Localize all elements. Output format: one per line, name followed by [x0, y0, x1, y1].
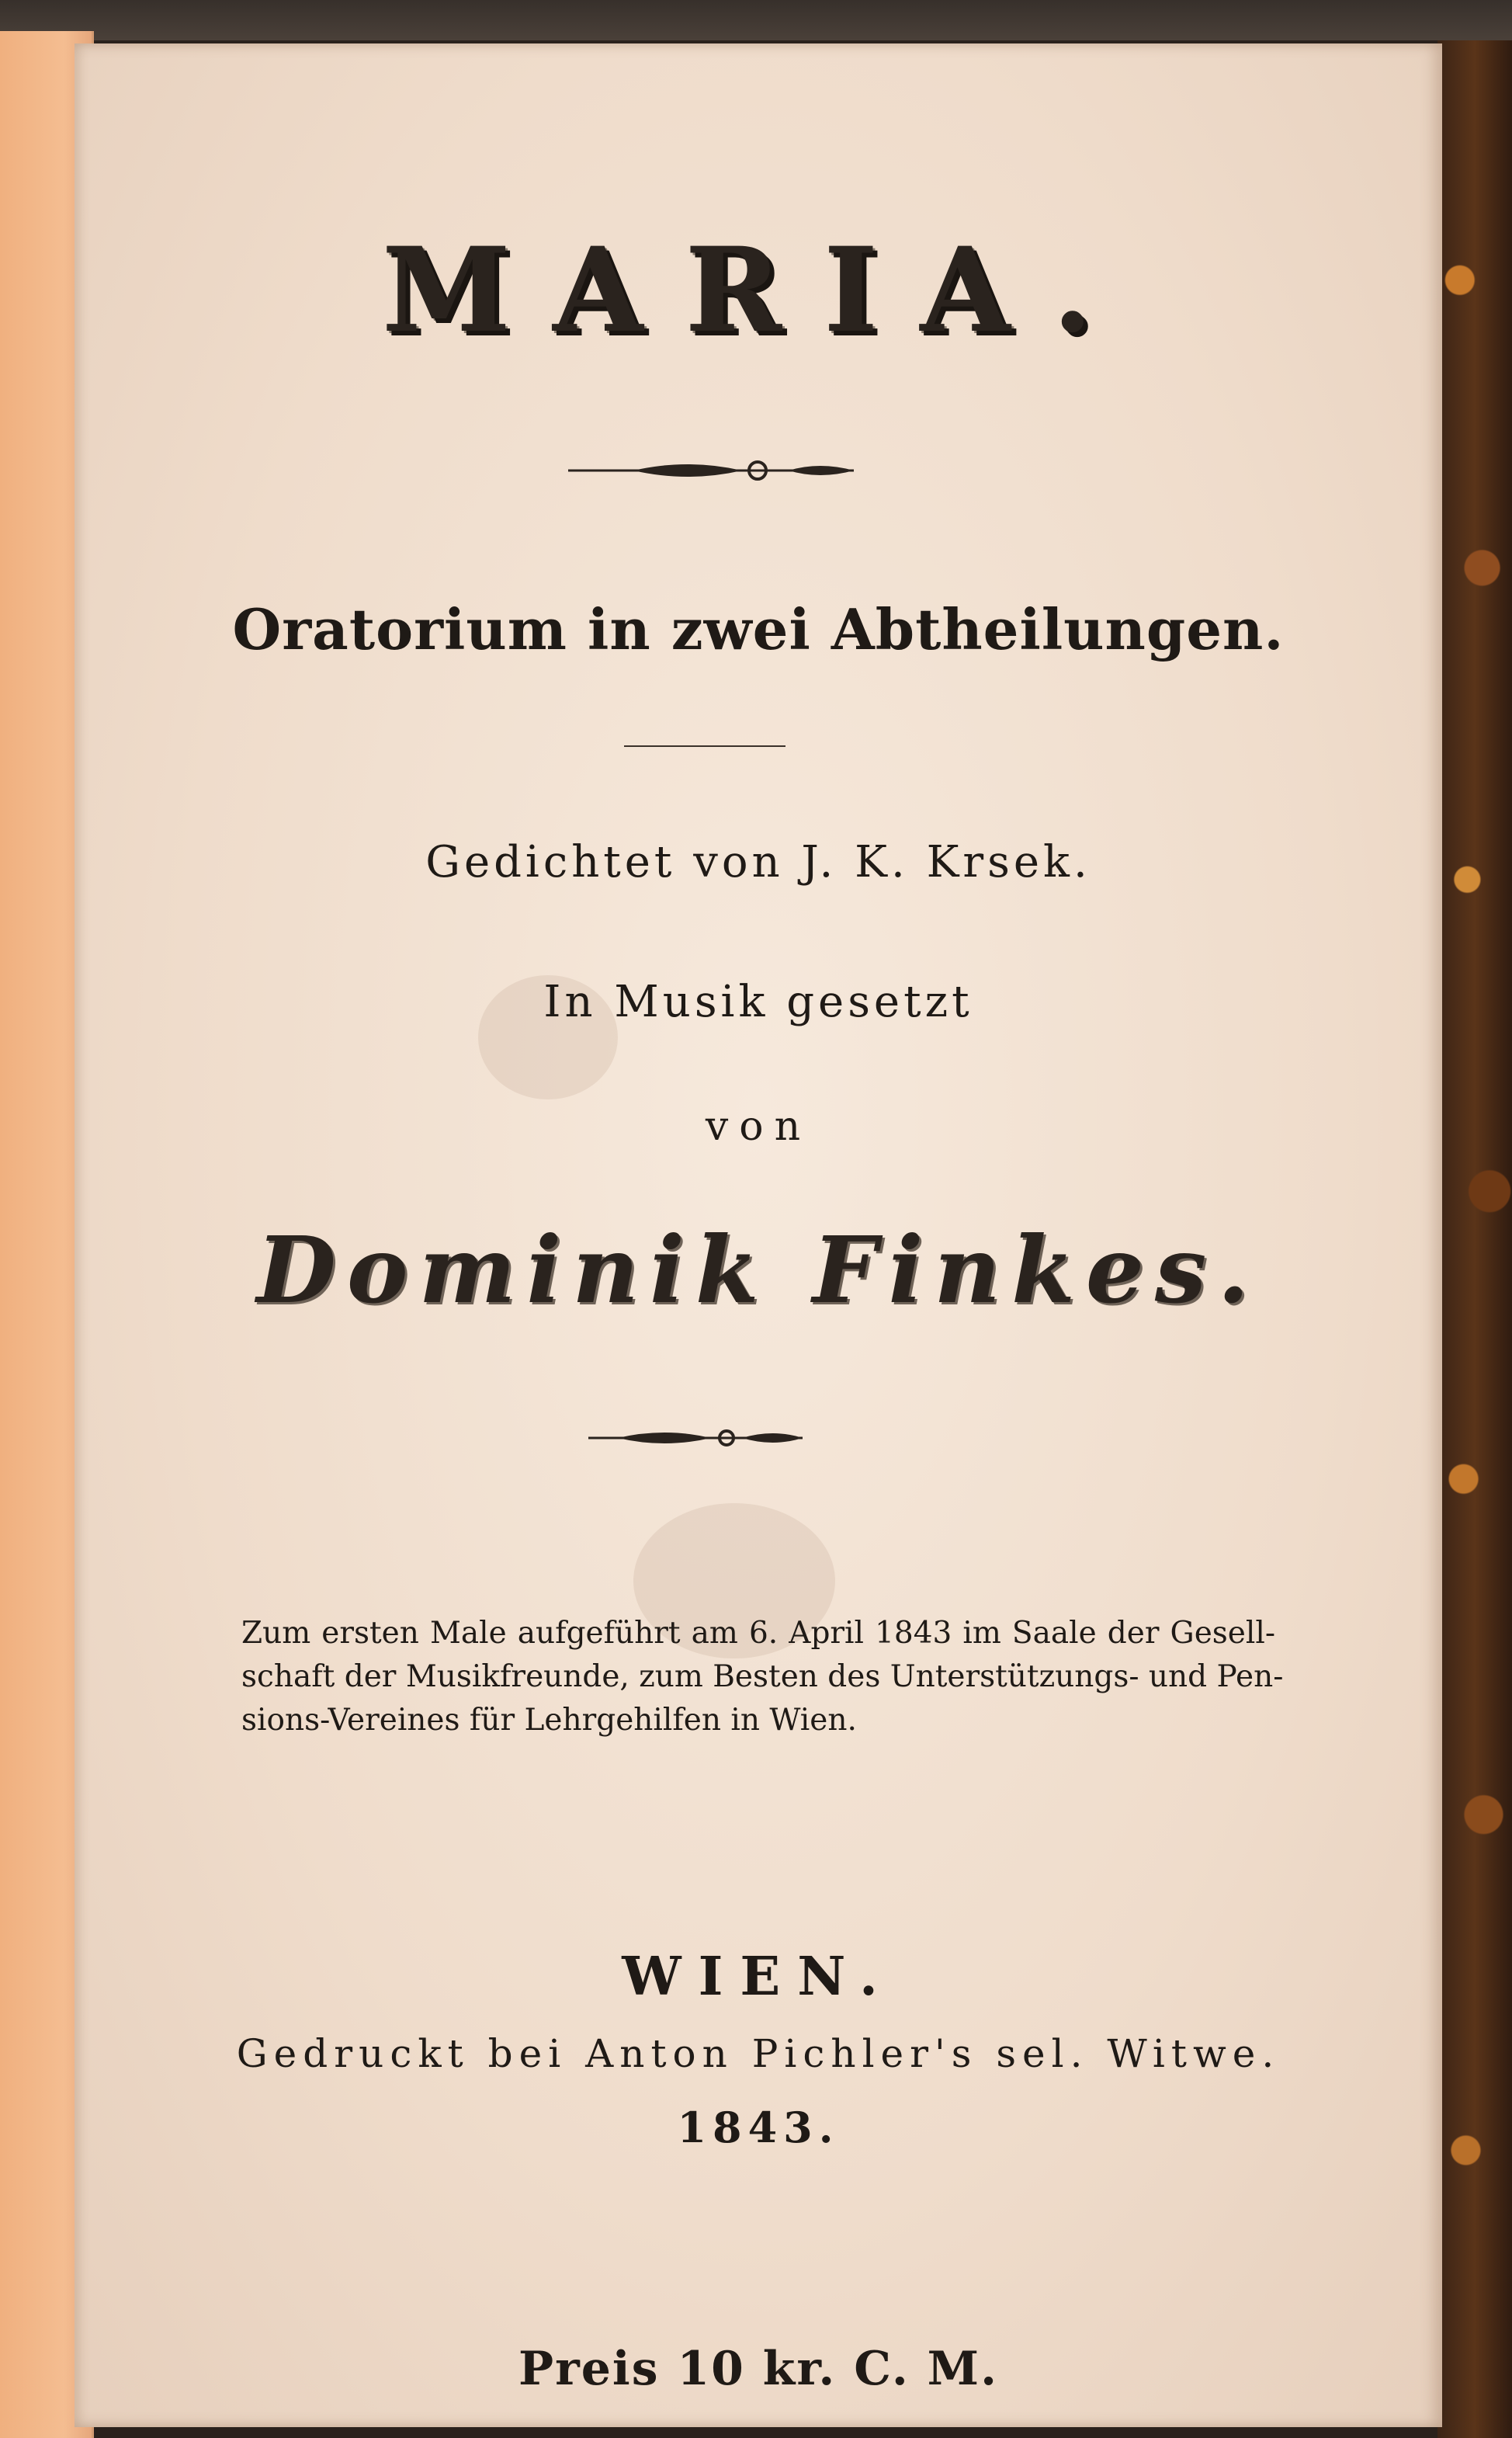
poet-credit: Gedichtet von J. K. Krsek. [425, 837, 1091, 887]
title-page [75, 43, 1442, 2427]
scanner-top-edge [0, 0, 1512, 40]
price-line: Preis 10 kr. C. M. [518, 2342, 998, 2396]
composer-name: Dominik Finkes. [256, 1216, 1261, 1324]
city-imprint: WIEN. [622, 1946, 895, 2008]
marbled-cover-edge [1437, 40, 1512, 2438]
von-line: von [705, 1103, 812, 1150]
ornament-divider-middle [75, 1422, 1442, 1453]
printer-imprint: Gedruckt bei Anton Pichler's sel. Witwe. [236, 2031, 1281, 2076]
premiere-note-line: schaft der Musikfreunde, zum Besten des Unterstützungs- und Pen- [241, 1659, 1284, 1694]
imprint-year: 1843. [677, 2103, 840, 2152]
short-rule [624, 745, 785, 747]
music-credit: In Musik gesetzt [543, 977, 973, 1027]
premiere-note-line: Zum ersten Male aufgeführt am 6. April 1843 im Saale der Gesell- [241, 1616, 1275, 1651]
subtitle: Oratorium in zwei Abtheilungen. [232, 596, 1285, 662]
premiere-note [241, 1612, 1284, 1742]
ornament-divider-top [75, 455, 1442, 486]
book-title: MARIA. [382, 222, 1135, 359]
premiere-note-line: sions-Vereines für Lehrgehilfen in Wien. [241, 1703, 857, 1738]
